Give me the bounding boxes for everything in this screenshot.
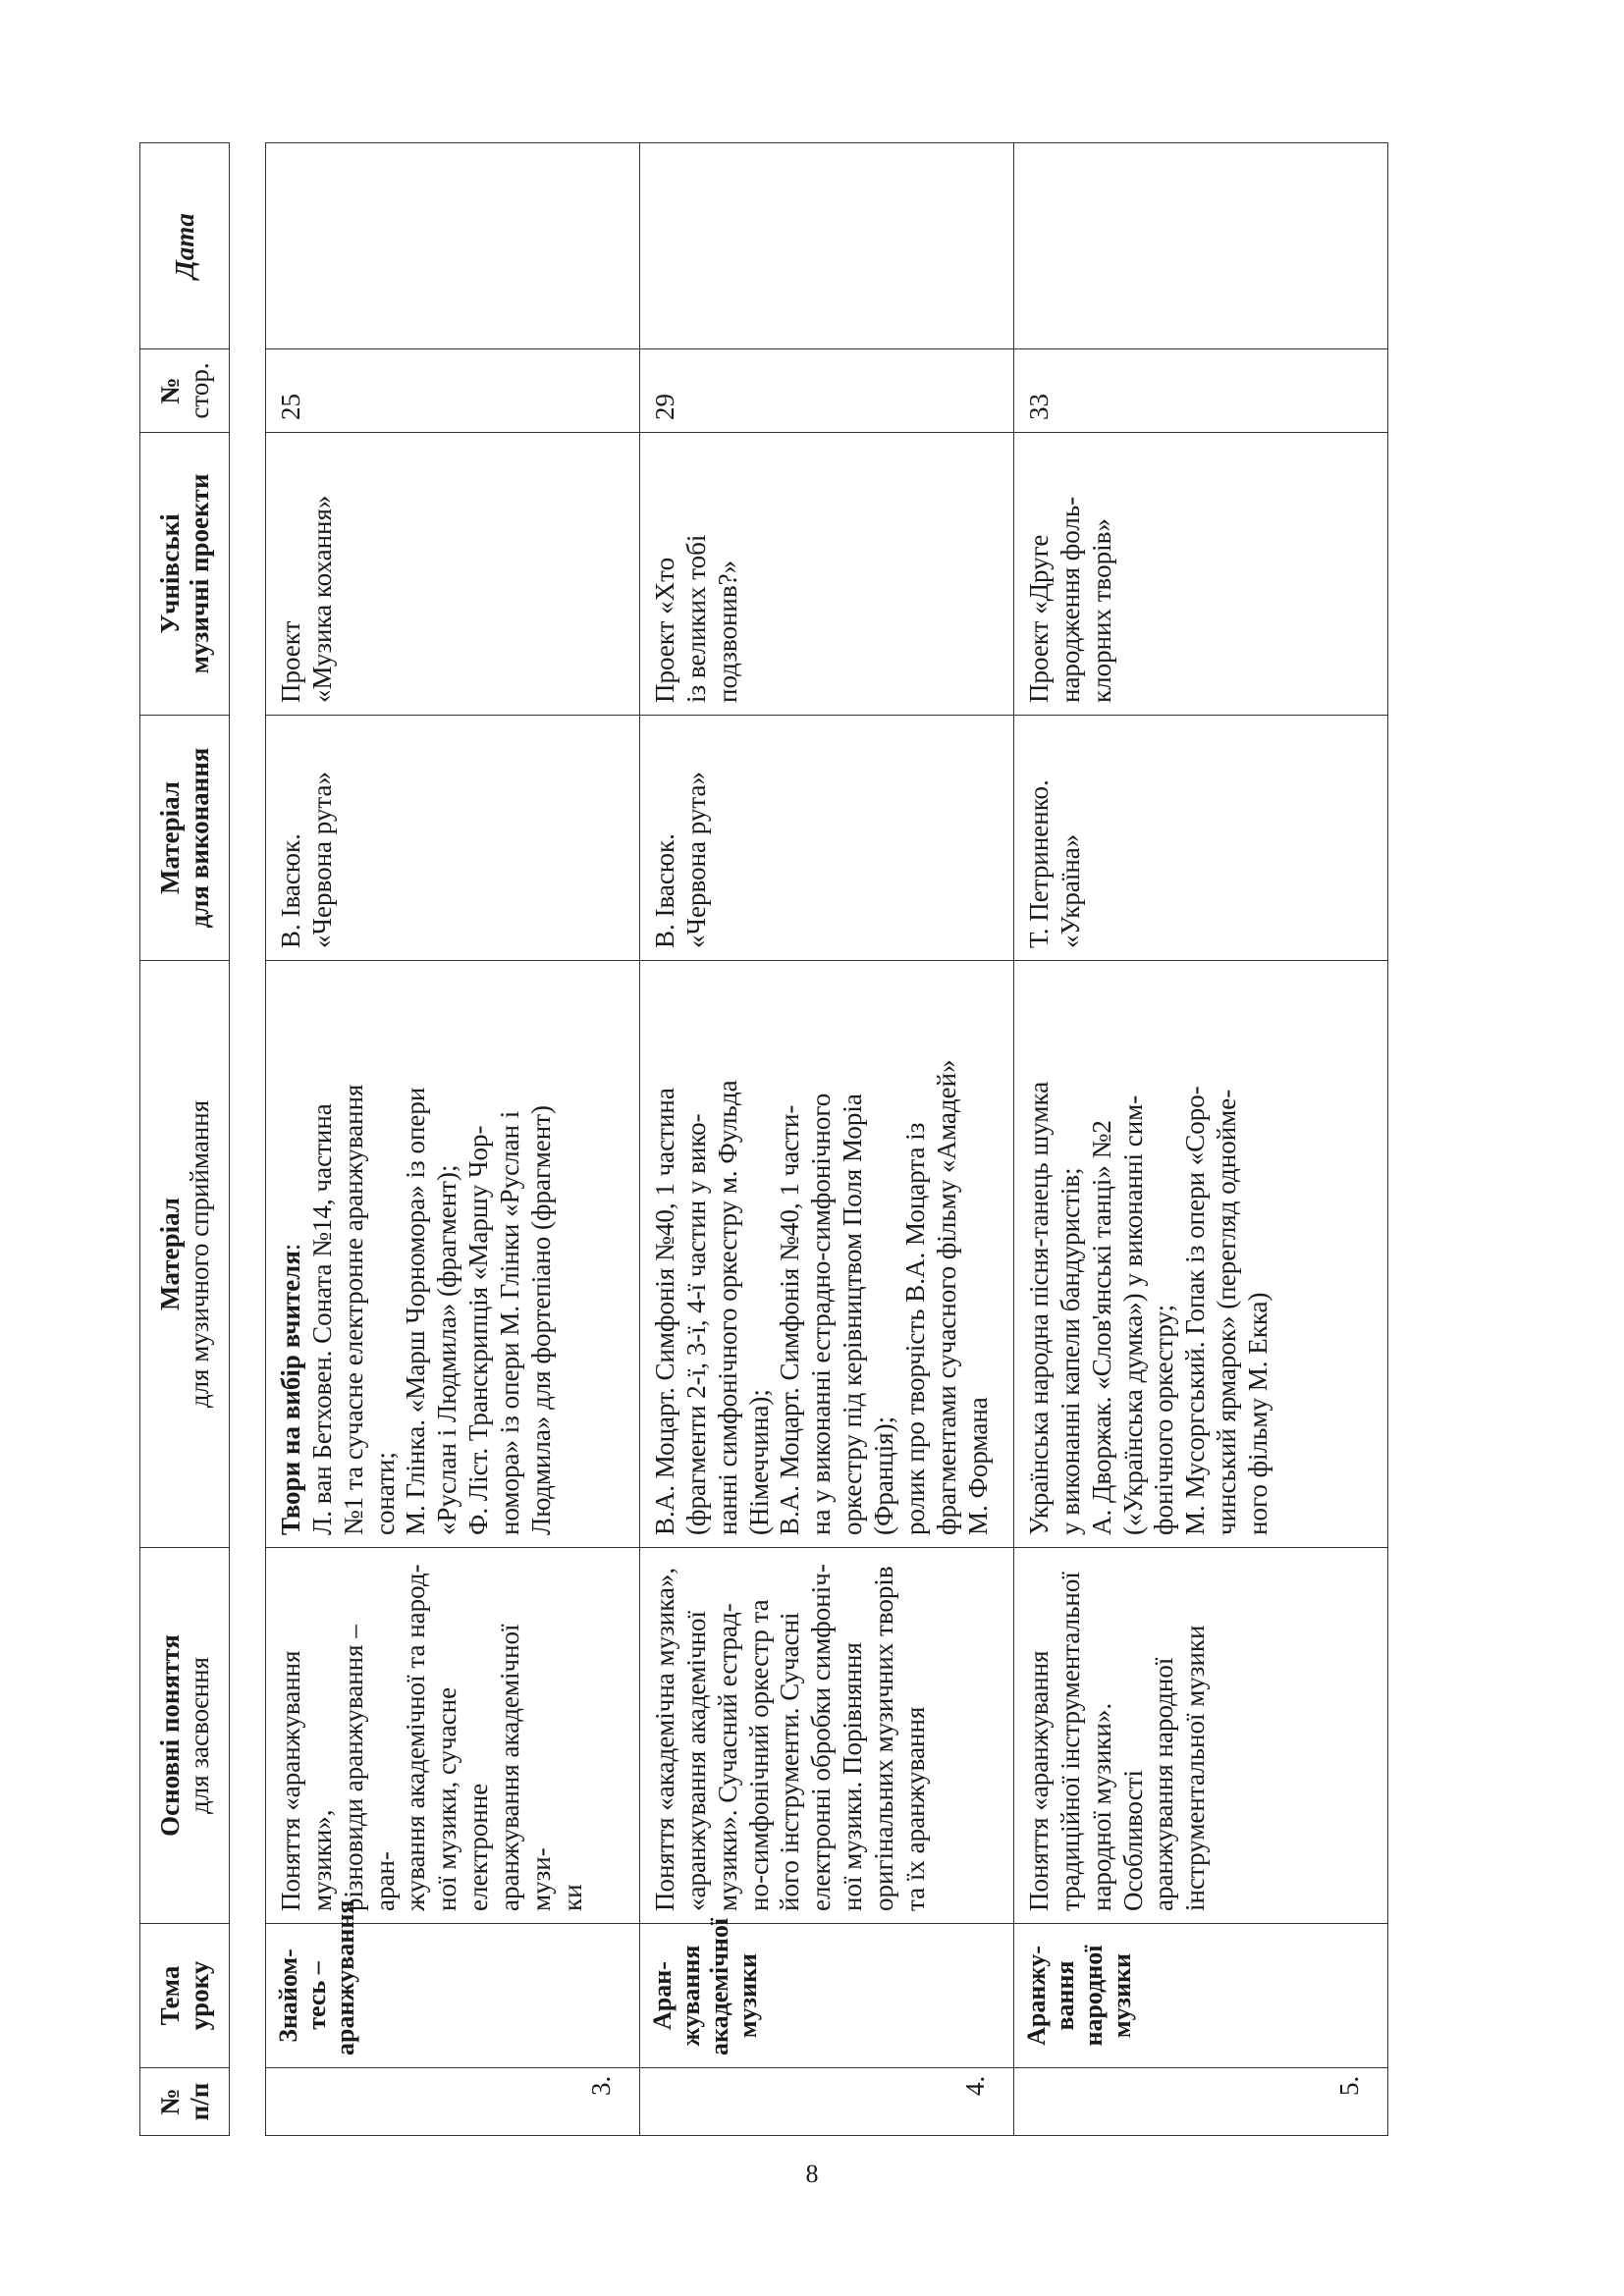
listening-line: (Німеччина);: [743, 1389, 774, 1535]
row-projects: [1014, 433, 1388, 716]
row-number: 5.: [1014, 2068, 1388, 2136]
header-performance-line1: Матеріал: [154, 781, 185, 894]
header-page-no: [140, 349, 230, 433]
listening-line: сонати;: [369, 1452, 400, 1535]
topic-line: вання: [1051, 1960, 1080, 2031]
header-date: Дата: [140, 143, 230, 349]
table-header: [139, 142, 230, 2136]
projects-line: народження фоль-: [1055, 496, 1085, 703]
row-listening: [266, 961, 640, 1548]
header-page-no-line1: №: [154, 377, 185, 404]
concepts-line: жування академічної та народ-: [401, 1564, 431, 1911]
listening-line: Л. ван Бетховен. Соната №14, частина: [306, 1103, 337, 1535]
topic-line: Знайом-: [274, 1949, 302, 2043]
listening-line: нанні симфонічного оркестру м. Фульда: [712, 1080, 742, 1535]
concepts-line: його інструменти. Сучасні: [775, 1612, 805, 1911]
concepts-line: народної музики». Особливості: [1086, 1702, 1148, 1911]
header-num-line2: п/п: [185, 2082, 214, 2121]
concepts-line: традиційної інструментальної: [1055, 1572, 1085, 1911]
concepts-line: Поняття «аранжування музики»,: [276, 1650, 337, 1911]
concepts-line: Поняття «академічна музика»,: [650, 1567, 679, 1911]
projects-line: із великих тобі: [680, 534, 711, 703]
header-topic: Тема уроку: [140, 1924, 230, 2068]
table-row: [640, 143, 1014, 2136]
listening-line: М. Глінка. «Марш Чорномора» із опери: [401, 1087, 431, 1535]
listening-line: ролик про творчість В.А. Моцарта із: [899, 1122, 930, 1535]
row-performance: [1014, 716, 1388, 961]
projects-line: Проект «Хто: [650, 557, 679, 703]
listening-line: В.А. Моцарт. Симфонія №40, 1 части-: [775, 1104, 805, 1535]
table-body-block: [265, 143, 1388, 2136]
concepts-line: музики». Сучасний естрад-: [712, 1603, 742, 1911]
listening-line: М. Формана: [962, 1397, 993, 1535]
performance-line: В. Івасюк.: [276, 833, 305, 948]
header-performance-line2: для виконання: [185, 747, 214, 929]
listening-line: А. Дворжак. «Слов'янські танці» №2: [1086, 1120, 1116, 1535]
concepts-line: но-симфонічний оркестр та: [743, 1599, 774, 1911]
listening-line: оркестру під керівництвом Поля Моріа: [838, 1094, 868, 1535]
listening-line: М. Мусоргський. Гопак із опери «Соро-: [1180, 1086, 1211, 1535]
listening-line: (Франція);: [869, 1415, 899, 1535]
projects-line: «Музика кохання»: [306, 495, 337, 703]
row-page-number: 29: [640, 349, 1014, 433]
topic-line: жування: [677, 1945, 706, 2047]
topic-line: музики: [733, 1952, 763, 2039]
concepts-line: «аранжування академічної: [680, 1610, 711, 1911]
header-num-line1: №: [154, 2088, 185, 2115]
topic-line: Аранжу-: [1022, 1946, 1051, 2046]
row-performance: [266, 716, 640, 961]
row-projects: [640, 433, 1014, 716]
header-listening: [140, 961, 230, 1548]
listening-line: («Українська думка») у виконанні сим-: [1117, 1095, 1148, 1535]
header-performance: [140, 716, 230, 961]
listening-line: (фрагменти 2-ї, 3-ї, 4-ї частин у вико-: [680, 1113, 711, 1535]
header-concepts-line2: для засвоєння: [185, 1657, 214, 1814]
topic-line: академічної: [705, 1917, 734, 2056]
concepts-line: аранжування академічної музи-: [495, 1624, 556, 1911]
row-concepts: [640, 1548, 1014, 1924]
row-projects: [266, 433, 640, 716]
header-listening-line1: Матеріал: [154, 1198, 185, 1310]
listening-line: ного фільму М. Екка): [1243, 1292, 1273, 1535]
header-listening-line2: для музичного сприймання: [185, 1099, 214, 1409]
concepts-line: ної музики. Порівняння: [838, 1642, 868, 1911]
row-number: 3.: [266, 2068, 640, 2136]
listening-line: на у виконанні естрадно-симфонічного: [806, 1093, 837, 1535]
projects-line: клорних творів»: [1086, 518, 1116, 703]
performance-line: «Червона рута»: [680, 771, 711, 948]
concepts-line: ної музики, сучасне електронне: [432, 1686, 494, 1911]
header-concepts: [140, 1548, 230, 1924]
table-row: [1014, 143, 1388, 2136]
topic-line: Аран-: [648, 1961, 677, 2030]
topic-line: народної: [1079, 1945, 1109, 2047]
listening-line: фонічного оркестру;: [1149, 1304, 1179, 1535]
row-concepts: [266, 1548, 640, 1924]
listening-line: чинський ярмарок» (перегляд однойме-: [1212, 1089, 1242, 1535]
row-number: 4.: [640, 2068, 1014, 2136]
row-topic: [266, 1899, 640, 2068]
row-listening: [640, 961, 1014, 1548]
listening-lead-colon: :: [276, 1243, 305, 1252]
listening-line: №1 та сучасне електронне аранжування: [338, 1084, 368, 1535]
concepts-line: аранжування народної: [1149, 1657, 1179, 1911]
concepts-line: оригінальних музичних творів: [869, 1566, 899, 1911]
performance-line: В. Івасюк.: [650, 833, 679, 948]
projects-line: Проект: [276, 620, 305, 703]
header-concepts-line1: Основні поняття: [154, 1634, 185, 1837]
listening-line: у виконанні капели бандуристів;: [1055, 1167, 1085, 1535]
header-projects-line1: Учнівські: [154, 513, 185, 634]
topic-line: тесь –: [302, 1961, 332, 2030]
row-date: [266, 143, 640, 349]
projects-line: Проект «Друге: [1024, 534, 1054, 703]
table-header-block: [139, 143, 230, 2136]
topic-line: музики: [1108, 1952, 1137, 2039]
concepts-line: ки: [557, 1884, 587, 1911]
header-projects-line2: музичні проекти: [185, 473, 214, 674]
concepts-line: інструментальної музики: [1180, 1625, 1211, 1911]
row-topic: [640, 1917, 1014, 2068]
header-page-no-line2: стор.: [185, 362, 214, 419]
concepts-line: Поняття «аранжування: [1024, 1650, 1054, 1911]
row-page-number: 33: [1014, 349, 1388, 433]
header-projects: [140, 433, 230, 716]
row-page-number: 25: [266, 349, 640, 433]
page-number: 8: [805, 2160, 819, 2188]
listening-line: номора» із опери М. Глінки «Руслан і: [495, 1110, 525, 1535]
topic-line: аранжування: [331, 1899, 360, 2056]
row-topic: [1014, 1924, 1388, 2068]
row-date: [640, 143, 1014, 349]
listening-line: фрагментами сучасного фільму «Амадей»: [931, 1059, 961, 1535]
row-date: [1014, 143, 1388, 349]
performance-line: «Червона рута»: [306, 771, 337, 948]
header-num: [140, 2068, 230, 2136]
listening-lead-line: [276, 973, 307, 1535]
concepts-line: електронні обробки симфоніч-: [806, 1564, 837, 1911]
projects-line: подзвонив?»: [712, 560, 742, 703]
listening-line: Українська народна пісня-танець шумка: [1024, 1081, 1054, 1535]
concepts-line: різновиди аранжування – аран-: [338, 1625, 400, 1911]
listening-line: «Руслан і Людмила» (фрагмент);: [432, 1164, 462, 1535]
performance-line: Т. Петриненко.: [1024, 779, 1054, 948]
lesson-table: [265, 142, 1388, 2136]
table-row: [266, 143, 640, 2136]
listening-line: В.А. Моцарт. Симфонія №40, 1 частина: [650, 1088, 679, 1535]
listening-line: Людмила» для фортепіано (фрагмент): [525, 1104, 556, 1535]
row-concepts: [1014, 1548, 1388, 1924]
row-listening: [1014, 961, 1388, 1548]
concepts-line: та їх аранжування: [899, 1706, 930, 1911]
performance-line: «Україна»: [1055, 833, 1085, 948]
listening-line: Ф. Ліст. Транскрипція «Маршу Чор-: [463, 1125, 494, 1535]
listening-lead: Твори на вибір вчителя: [276, 1251, 305, 1535]
row-performance: [640, 716, 1014, 961]
